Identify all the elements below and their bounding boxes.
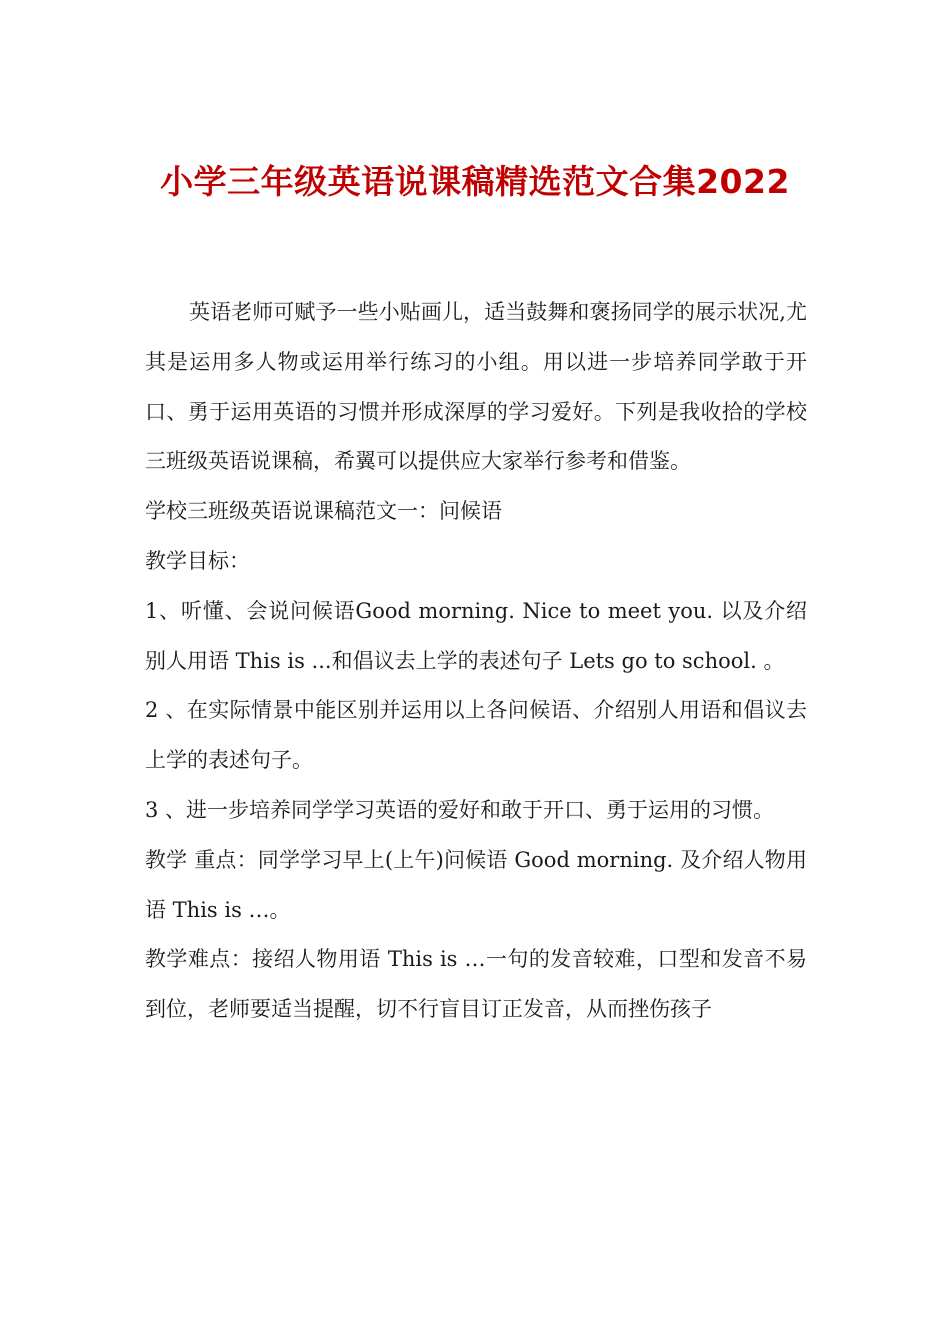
teaching-difficulty: 教学难点：接绍人物用语 This is …一句的发音较难，口型和发音不易到位，老师要适当提醒，切不行盲目订正发音，从而挫伤孩子 bbox=[145, 947, 807, 1022]
goal-item-3: 3 、进一步培养同学学习英语的爱好和敢于开口、勇于运用的习惯。 bbox=[145, 797, 775, 822]
goal-item-1: 1、听懂、会说问候语Good morning. Nice to meet you. 以及介绍别人用语 This is ...和倡议去上学的表述句子 Lets go to school. 。 bbox=[145, 598, 807, 673]
section-heading: 学校三班级英语说课稿范文一：问候语 bbox=[145, 499, 502, 524]
document-body bbox=[145, 288, 807, 1035]
intro-paragraph: 英语老师可赋予一些小贴画儿，适当鼓舞和褒扬同学的展示状况,尤其是运用多人物或运用举行练习的小组。用以进一步培养同学敢于开口、勇于运用英语的习惯并形成深厚的学习爱好。下列是我收拾的学校三班级英语说课稿，希翼可以提供应大家举行参考和借鉴。 bbox=[145, 300, 807, 474]
goal-item-2: 2 、在实际情景中能区别并运用以上各问候语、介绍别人用语和倡议去上学的表述句子。 bbox=[145, 698, 807, 773]
teaching-focus: 教学 重点：同学学习早上(上午)问候语 Good morning. 及介绍人物用语 This is …。 bbox=[145, 847, 807, 922]
document-title: 小学三年级英语说课稿精选范文合集2022 bbox=[160, 162, 790, 201]
teaching-goals-label: 教学目标： bbox=[145, 548, 250, 573]
